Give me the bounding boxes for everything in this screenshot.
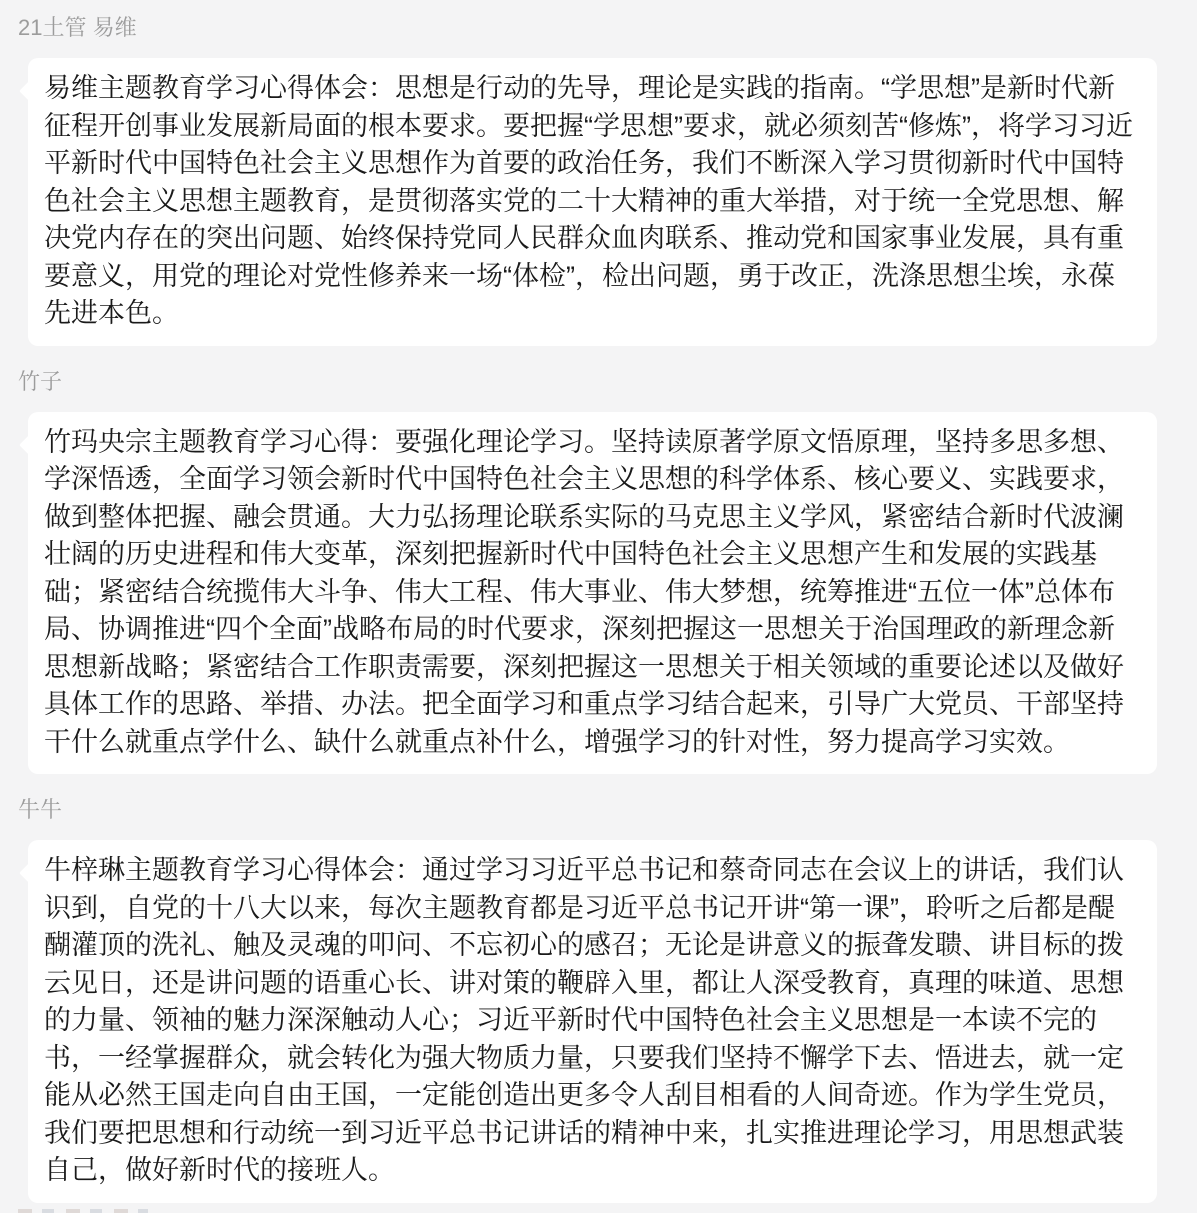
sender-name: 21土管 易维 (18, 15, 137, 40)
bubble-tail-icon (19, 435, 39, 455)
bubble-tail-icon (19, 81, 39, 101)
message-bubble[interactable] (28, 412, 1157, 775)
next-sender-name-partial (18, 1209, 148, 1213)
sender-name: 牛牛 (18, 797, 63, 822)
bubble-tail-icon (19, 863, 39, 883)
message-text: 牛梓琳主题教育学习心得体会：通过学习习近平总书记和蔡奇同志在会议上的讲话，我们认识到，自党的十八大以来，每次主题教育都是习近平总书记开讲“第一课”，聆听之后都是醍醐灌顶的洗礼、触及灵魂的叩问、不忘初心的感召；无论是讲意义的振聋发聩、讲目标的拨云见日，还是讲问题的语重心长、讲对策的鞭辟入里，都让人深受教育，真理的味道、思想的力量、领袖的魅力深深触动人心；习近平新时代中国特色社会主义思想是一本读不完的书，一经掌握群众，就会转化为强大物质力量，只要我们坚持不懈学下去、悟进去，就一定能从必然王国走向自由王国，一定能创造出更多令人刮目相看的人间奇迹。作为学生党员，我们要把思想和行动统一到习近平总书记讲话的精神中来，扎实推进理论学习，用思想武装自己，做好新时代的接班人。 (44, 855, 1124, 1185)
message-bubble[interactable] (28, 840, 1157, 1203)
sender-name: 竹子 (18, 368, 63, 394)
clipped-text-sliver (18, 1209, 148, 1213)
message-bubble[interactable] (28, 58, 1157, 346)
chat-message (0, 796, 1197, 1203)
chat-message (0, 14, 1197, 346)
chat-message (0, 368, 1197, 775)
message-text: 易维主题教育学习心得体会：思想是行动的先导，理论是实践的指南。“学思想”是新时代新征程开创事业发展新局面的根本要求。要把握“学思想”要求，就必须刻苦“修炼”，将学习习近平新时代中国特色社会主义思想作为首要的政治任务，我们不断深入学习贯彻新时代中国特色社会主义思想主题教育，是贯彻落实党的二十大精神的重大举措，对于统一全党思想、解决党内存在的突出问题、始终保持党同人民群众血肉联系、推动党和国家事业发展，具有重要意义，用党的理论对党性修养来一场“体检”，检出问题，勇于改正，洗涤思想尘埃，永葆先进本色。 (44, 73, 1133, 328)
message-text: 竹玛央宗主题教育学习心得：要强化理论学习。坚持读原著学原文悟原理，坚持多思多想、学深悟透，全面学习领会新时代中国特色社会主义思想的科学体系、核心要义、实践要求，做到整体把握、融会贯通。大力弘扬理论联系实际的马克思主义学风，紧密结合新时代波澜壮阔的历史进程和伟大变革，深刻把握新时代中国特色社会主义思想产生和发展的实践基础；紧密结合统揽伟大斗争、伟大工程、伟大事业、伟大梦想，统筹推进“五位一体”总体布局、协调推进“四个全面”战略布局的时代要求，深刻把握这一思想关于治国理政的新理念新思想新战略；紧密结合工作职责需要，深刻把握这一思想关于相关领域的重要论述以及做好具体工作的思路、举措、办法。把全面学习和重点学习结合起来，引导广大党员、干部坚持干什么就重点学什么、缺什么就重点补什么，增强学习的针对性，努力提高学习实效。 (44, 426, 1124, 757)
